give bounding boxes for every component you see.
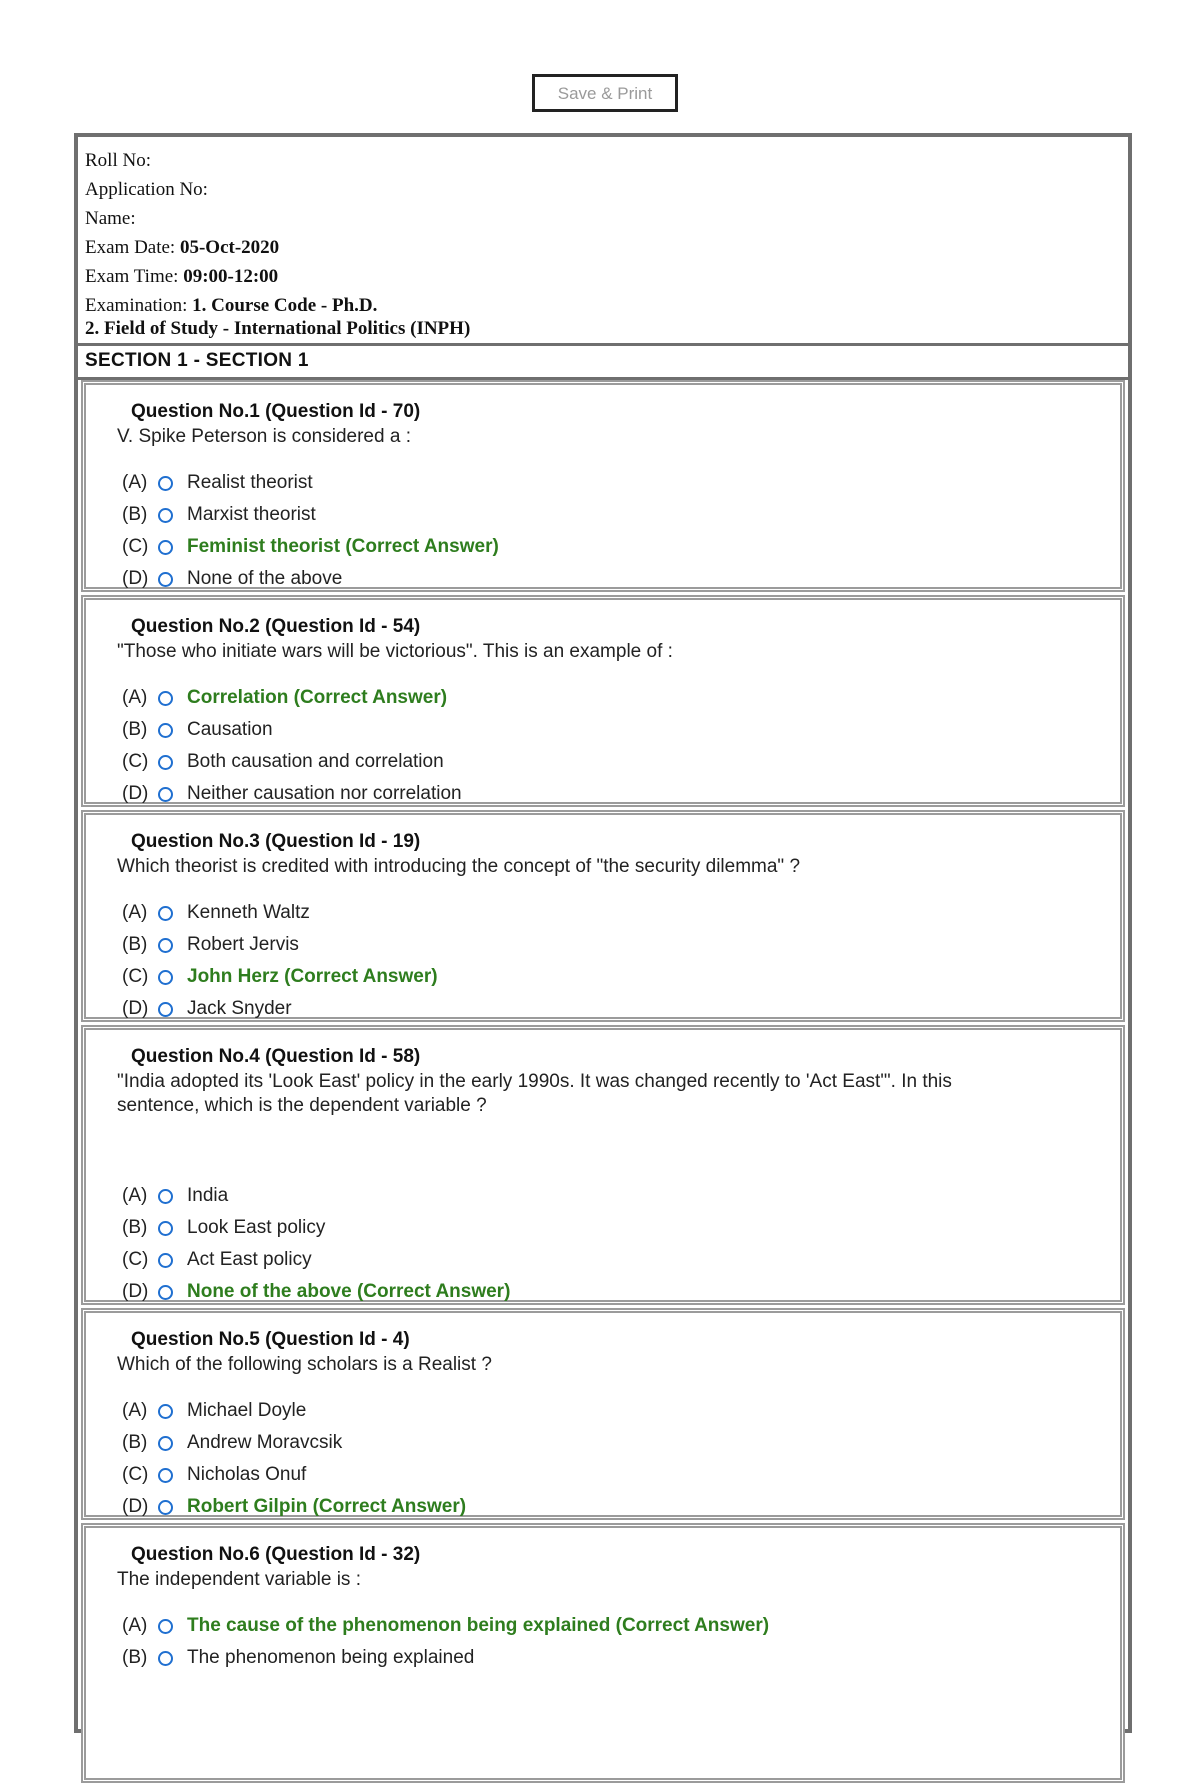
radio-button-icon[interactable]: [158, 1619, 173, 1634]
answer-option[interactable]: [122, 1280, 510, 1304]
answer-option[interactable]: [122, 1614, 769, 1638]
option-letter: (D): [122, 1281, 149, 1302]
examination-line1: 1. Course Code - Ph.D.: [192, 295, 378, 316]
radio-button-icon[interactable]: [158, 1468, 173, 1483]
answer-option[interactable]: [122, 750, 444, 774]
roll-no-row: [85, 150, 151, 172]
option-letter: (A): [122, 1185, 148, 1206]
option-text: Marxist theorist: [187, 504, 316, 525]
exam-time-label: Exam Time:: [85, 266, 179, 287]
correct-option-text: Feminist theorist (Correct Answer): [187, 536, 499, 557]
exam-date-row: [85, 237, 279, 259]
radio-button-icon[interactable]: [158, 1285, 173, 1300]
radio-button-icon[interactable]: [158, 1651, 173, 1666]
option-letter: (C): [122, 751, 149, 772]
answer-option[interactable]: [122, 471, 313, 495]
answer-option[interactable]: [122, 1431, 342, 1455]
application-no-label: Application No:: [85, 179, 208, 200]
option-letter: (C): [122, 1249, 149, 1270]
question-title: Question No.1 (Question Id - 70): [131, 401, 421, 422]
option-text: Neither causation nor correlation: [187, 783, 462, 804]
question-block: [81, 810, 1125, 1022]
radio-button-icon[interactable]: [158, 755, 173, 770]
option-letter: (B): [122, 719, 148, 740]
option-text: Michael Doyle: [187, 1400, 307, 1421]
correct-option-text: The cause of the phenomenon being explained (Correct Answer): [187, 1615, 770, 1636]
option-letter: (A): [122, 1400, 148, 1421]
radio-button-icon[interactable]: [158, 723, 173, 738]
question-title: Question No.3 (Question Id - 19): [131, 831, 421, 852]
name-label: Name:: [85, 208, 136, 229]
answer-option[interactable]: [122, 1646, 474, 1670]
answer-option[interactable]: [122, 933, 299, 957]
question-block: [81, 380, 1125, 592]
option-letter: (B): [122, 934, 148, 955]
question-text: Which of the following scholars is a Realist ?: [117, 1354, 492, 1375]
answer-option[interactable]: [122, 1216, 325, 1240]
option-letter: (D): [122, 783, 149, 804]
answer-option[interactable]: [122, 503, 316, 527]
correct-option-text: Robert Gilpin (Correct Answer): [187, 1496, 467, 1517]
correct-option-text: None of the above (Correct Answer): [187, 1281, 511, 1302]
option-letter: (B): [122, 1647, 148, 1668]
option-text: Jack Snyder: [187, 998, 292, 1019]
radio-button-icon[interactable]: [158, 1436, 173, 1451]
exam-date-value: 05-Oct-2020: [179, 237, 280, 258]
radio-button-icon[interactable]: [158, 476, 173, 491]
radio-button-icon[interactable]: [158, 938, 173, 953]
radio-button-icon[interactable]: [158, 1500, 173, 1515]
option-letter: (C): [122, 1464, 149, 1485]
answer-option[interactable]: [122, 718, 273, 742]
radio-button-icon[interactable]: [158, 970, 173, 985]
answer-option[interactable]: [122, 782, 462, 806]
question-title: Question No.2 (Question Id - 54): [131, 616, 421, 637]
option-letter: (B): [122, 1432, 148, 1453]
correct-option-text: John Herz (Correct Answer): [187, 966, 438, 987]
correct-option-text: Correlation (Correct Answer): [187, 687, 448, 708]
option-text: Realist theorist: [187, 472, 313, 493]
question-text: "India adopted its 'Look East' policy in the early 1990s. It was changed recently to 'Act East'". In this sentence, which is the dependent variable ?: [117, 1071, 952, 1116]
name-row: [85, 208, 136, 230]
option-letter: (C): [122, 536, 149, 557]
option-letter: (A): [122, 687, 148, 708]
option-text: Andrew Moravcsik: [187, 1432, 343, 1453]
option-letter: (A): [122, 472, 148, 493]
exam-time-value: 09:00-12:00: [183, 266, 279, 287]
option-letter: (D): [122, 568, 149, 589]
option-letter: (A): [122, 1615, 148, 1636]
question-title: Question No.5 (Question Id - 4): [131, 1329, 410, 1350]
answer-sheet: [74, 133, 1132, 1733]
answer-option[interactable]: [122, 1399, 306, 1423]
radio-button-icon[interactable]: [158, 508, 173, 523]
radio-button-icon[interactable]: [158, 906, 173, 921]
radio-button-icon[interactable]: [158, 540, 173, 555]
option-letter: (A): [122, 902, 148, 923]
option-text: The phenomenon being explained: [187, 1647, 475, 1668]
question-title: Question No.6 (Question Id - 32): [131, 1544, 421, 1565]
application-no-row: [85, 179, 208, 201]
question-block: [81, 595, 1125, 807]
option-text: Both causation and correlation: [187, 751, 444, 772]
option-letter: (D): [122, 998, 149, 1019]
examination-row: [85, 295, 377, 317]
radio-button-icon[interactable]: [158, 691, 173, 706]
answer-option[interactable]: [122, 1248, 312, 1272]
option-text: Look East policy: [187, 1217, 326, 1238]
examination-row-2: [85, 318, 470, 340]
answer-option[interactable]: [122, 686, 447, 710]
radio-button-icon[interactable]: [158, 1404, 173, 1419]
question-text: V. Spike Peterson is considered a :: [117, 426, 411, 447]
option-text: India: [187, 1185, 229, 1206]
exam-date-label: Exam Date:: [85, 237, 176, 258]
radio-button-icon[interactable]: [158, 572, 173, 587]
section-title: SECTION 1 - SECTION 1: [85, 350, 309, 371]
radio-button-icon[interactable]: [158, 1189, 173, 1204]
examination-label: Examination:: [85, 295, 188, 316]
answer-option[interactable]: [122, 1495, 466, 1519]
question-text: The independent variable is :: [117, 1569, 361, 1590]
roll-no-label: Roll No:: [85, 150, 151, 171]
option-letter: (B): [122, 504, 148, 525]
exam-time-row: [85, 266, 278, 288]
question-block: [81, 1523, 1125, 1783]
option-text: Causation: [187, 719, 273, 740]
radio-button-icon[interactable]: [158, 787, 173, 802]
answer-option[interactable]: [122, 1463, 306, 1487]
radio-button-icon[interactable]: [158, 1002, 173, 1017]
question-title: Question No.4 (Question Id - 58): [131, 1046, 421, 1067]
option-text: Nicholas Onuf: [187, 1464, 307, 1485]
answer-option[interactable]: [122, 535, 499, 559]
option-text: Robert Jervis: [187, 934, 299, 955]
answer-option[interactable]: [122, 901, 310, 925]
question-text: Which theorist is credited with introducing the concept of "the security dilemma" ?: [117, 856, 801, 877]
examination-line2: 2. Field of Study - International Politics (INPH): [85, 318, 471, 339]
option-letter: (D): [122, 1496, 149, 1517]
question-block: [81, 1308, 1125, 1520]
answer-option[interactable]: [122, 567, 342, 591]
radio-button-icon[interactable]: [158, 1253, 173, 1268]
save-print-button[interactable]: Save & Print: [532, 74, 678, 112]
answer-option[interactable]: [122, 997, 292, 1021]
question-text: "Those who initiate wars will be victorious". This is an example of :: [117, 641, 673, 662]
question-block: [81, 1025, 1125, 1305]
candidate-header: [85, 140, 1121, 342]
radio-button-icon[interactable]: [158, 1221, 173, 1236]
answer-option[interactable]: [122, 965, 438, 989]
option-text: Kenneth Waltz: [187, 902, 310, 923]
header-divider: [78, 343, 1128, 346]
answer-option[interactable]: [122, 1184, 228, 1208]
option-letter: (C): [122, 966, 149, 987]
option-letter: (B): [122, 1217, 148, 1238]
option-text: Act East policy: [187, 1249, 312, 1270]
option-text: None of the above: [187, 568, 343, 589]
